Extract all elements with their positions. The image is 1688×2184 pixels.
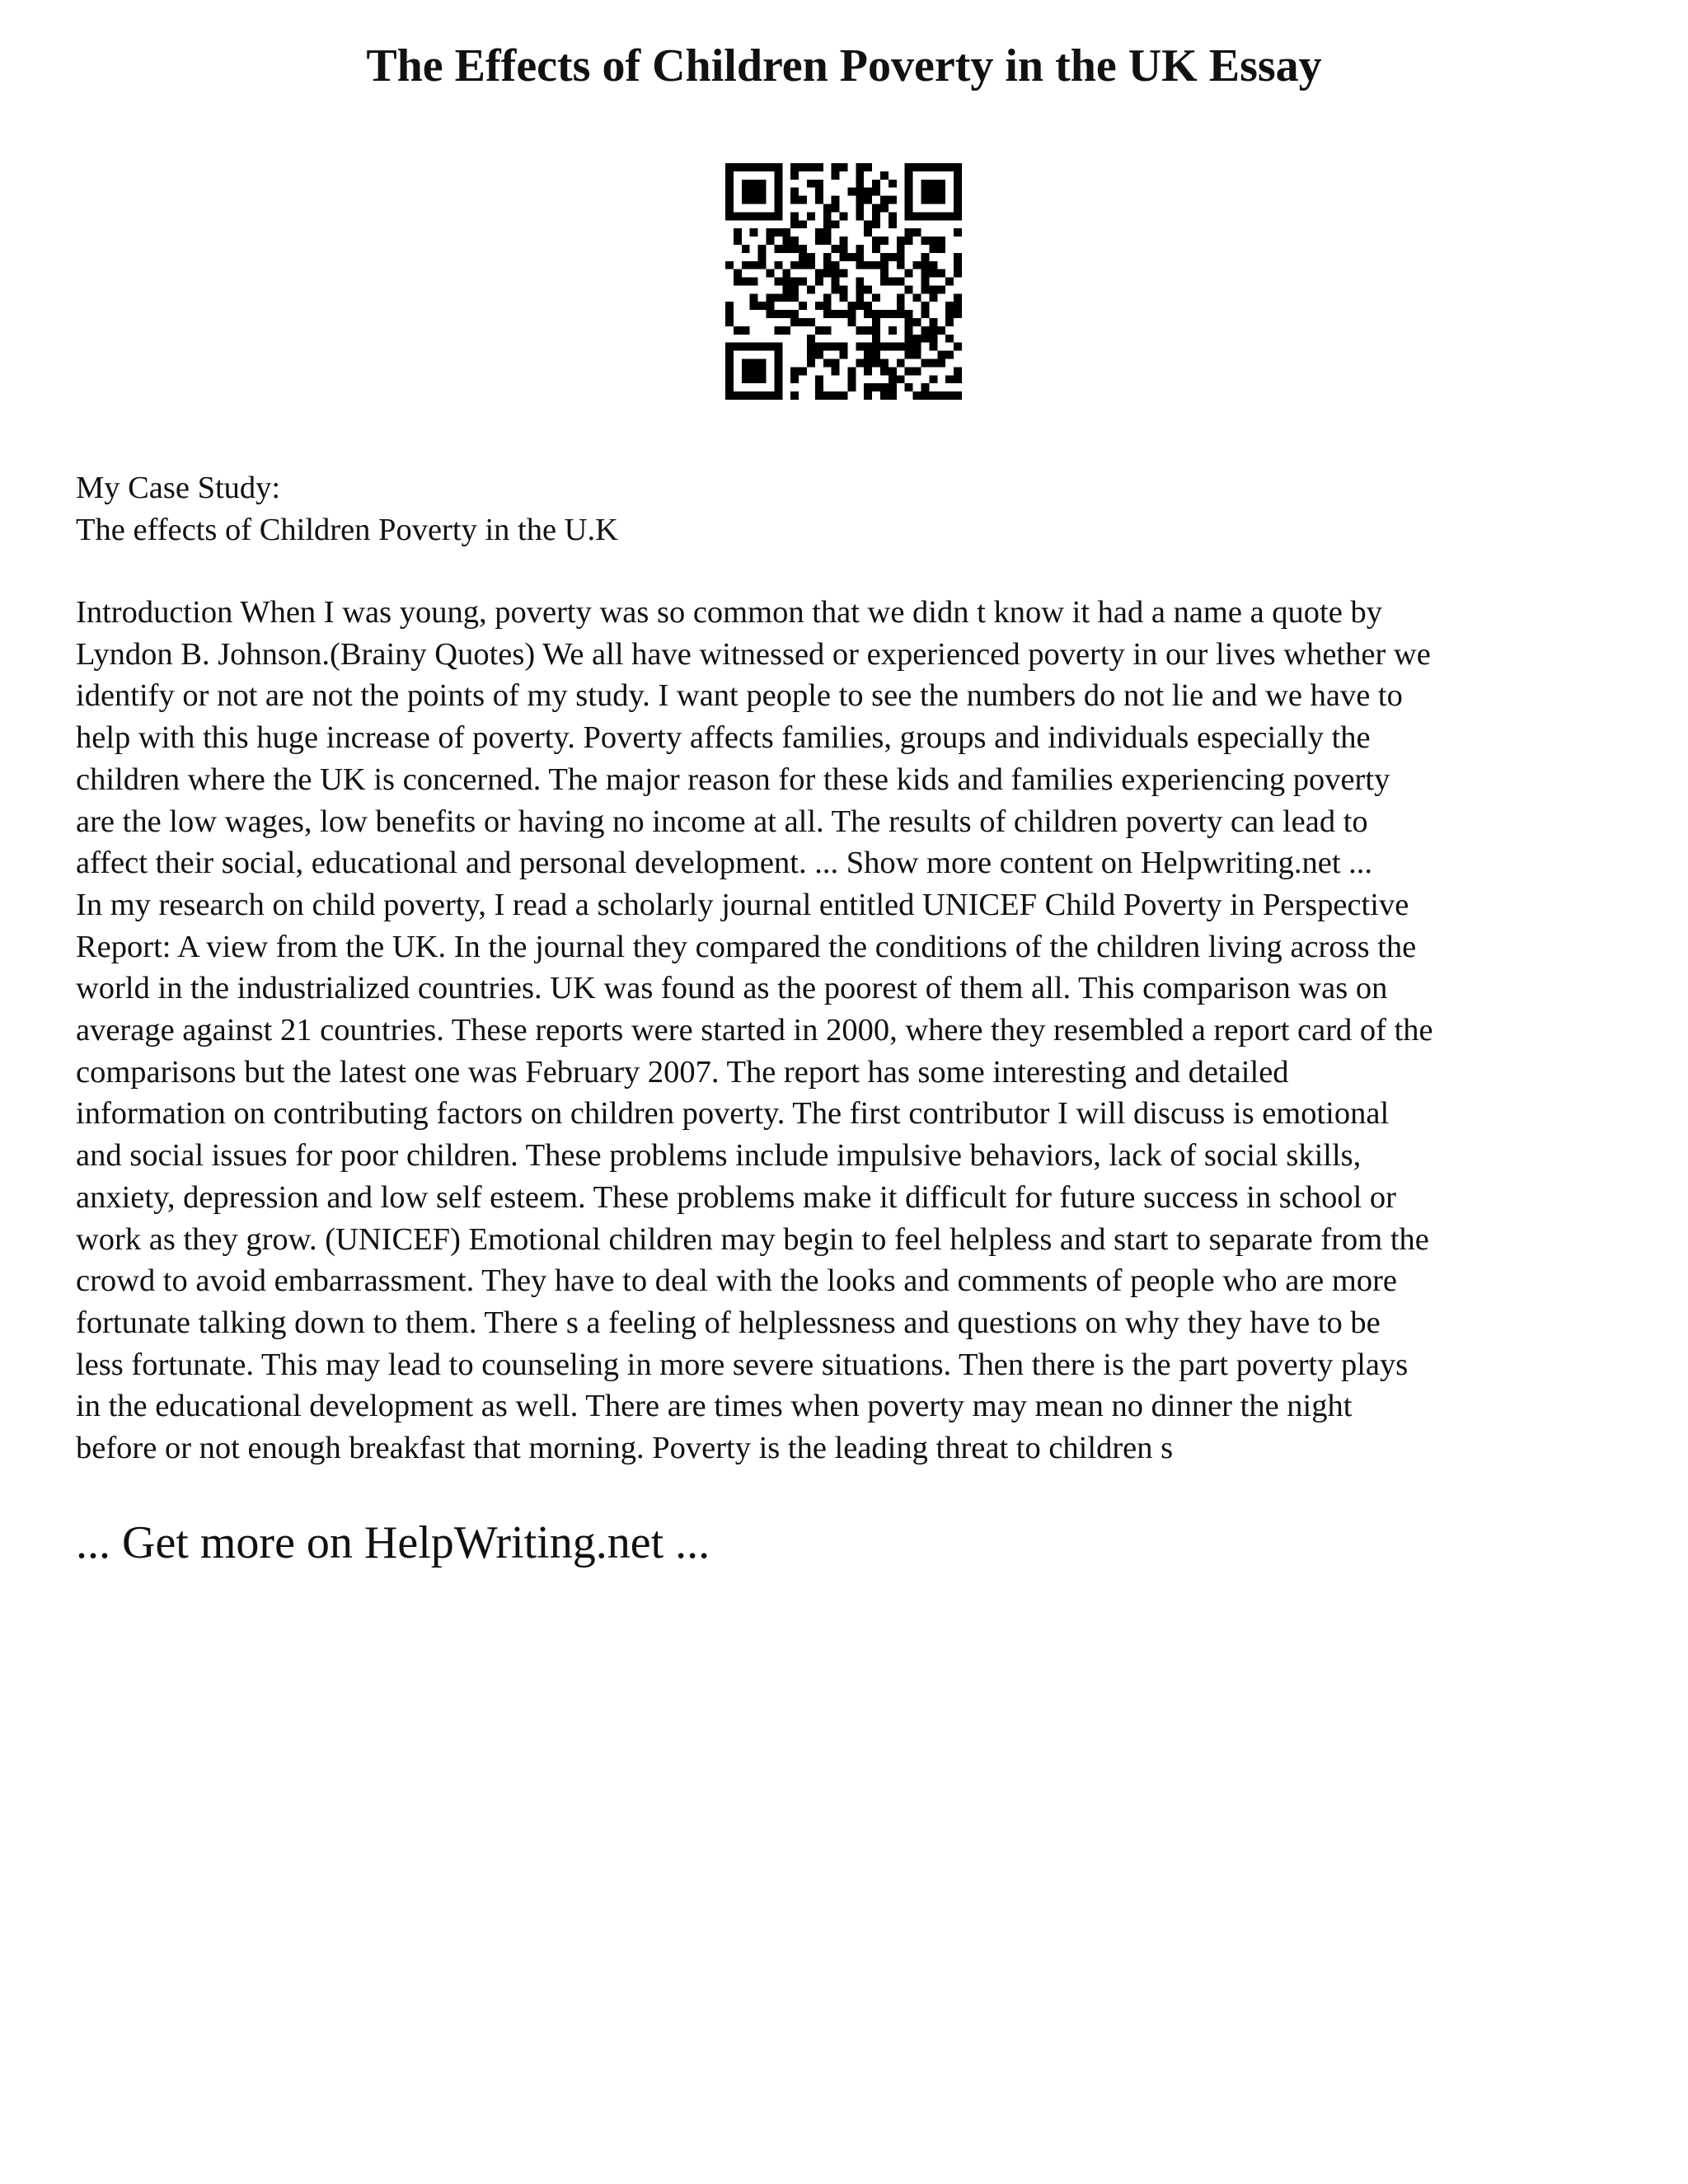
case-study-heading (76, 467, 1625, 551)
qr-code-icon (725, 163, 962, 400)
get-more-link[interactable]: ... Get more on HelpWriting.net ... (76, 1517, 710, 1568)
essay-line: crowd to avoid embarrassment. They have to deal with the looks and comments of people who are more (76, 1263, 1397, 1299)
essay-line: and social issues for poor children. These problems include impulsive behaviors, lack of social skills, (76, 1138, 1362, 1174)
essay-line: world in the industrialized countries. UK was found as the poorest of them all. This comparison was on (76, 971, 1388, 1006)
essay-line: are the low wages, low benefits or having no income at all. The results of children poverty can lead to (76, 804, 1368, 839)
essay-line: Report: A view from the UK. In the journal they compared the conditions of the children living across the (76, 929, 1417, 964)
essay-line: average against 21 countries. These reports were started in 2000, where they resembled a report card of the (76, 1013, 1433, 1048)
essay-line: information on contributing factors on children poverty. The first contributor I will discuss is emotional (76, 1096, 1390, 1132)
essay-line: less fortunate. This may lead to counseling in more severe situations. Then there is the part poverty plays (76, 1347, 1409, 1382)
case-study-label: My Case Study: (76, 471, 281, 505)
essay-line: Lyndon B. Johnson.(Brainy Quotes) We all have witnessed or experienced poverty in our lives whether we (76, 636, 1431, 672)
page-title: The Effects of Children Poverty in the UK Essay (366, 40, 1322, 91)
essay-line: children where the UK is concerned. The major reason for these kids and families experiencing poverty (76, 762, 1390, 797)
essay-line: In my research on child poverty, I read a scholarly journal entitled UNICEF Child Poverty in Perspective (76, 887, 1409, 922)
essay-body (76, 592, 1625, 1469)
essay-line: identify or not are not the points of my study. I want people to see the numbers do not lie and we have to (76, 678, 1403, 714)
essay-line: in the educational development as well. There are times when poverty may mean no dinner the night (76, 1389, 1353, 1424)
essay-line: fortunate talking down to them. There s a feeling of helplessness and questions on why they have to be (76, 1305, 1381, 1340)
essay-line: anxiety, depression and low self esteem. These problems make it difficult for future success in school or (76, 1179, 1396, 1215)
case-study-subtitle: The effects of Children Poverty in the U.K (76, 512, 618, 547)
essay-line: work as they grow. (UNICEF) Emotional children may begin to feel helpless and start to separate from the (76, 1221, 1429, 1257)
essay-line: help with this huge increase of poverty. Poverty affects families, groups and individuals especially the (76, 720, 1371, 756)
essay-line: comparisons but the latest one was February 2007. The report has some interesting and detailed (76, 1054, 1289, 1090)
essay-line: Introduction When I was young, poverty was so common that we didn t know it had a name a quote by (76, 595, 1382, 630)
essay-line: before or not enough breakfast that morning. Poverty is the leading threat to children s (76, 1431, 1174, 1466)
essay-line: affect their social, educational and personal development. ... Show more content on Helpwriting.net ... (76, 846, 1373, 881)
